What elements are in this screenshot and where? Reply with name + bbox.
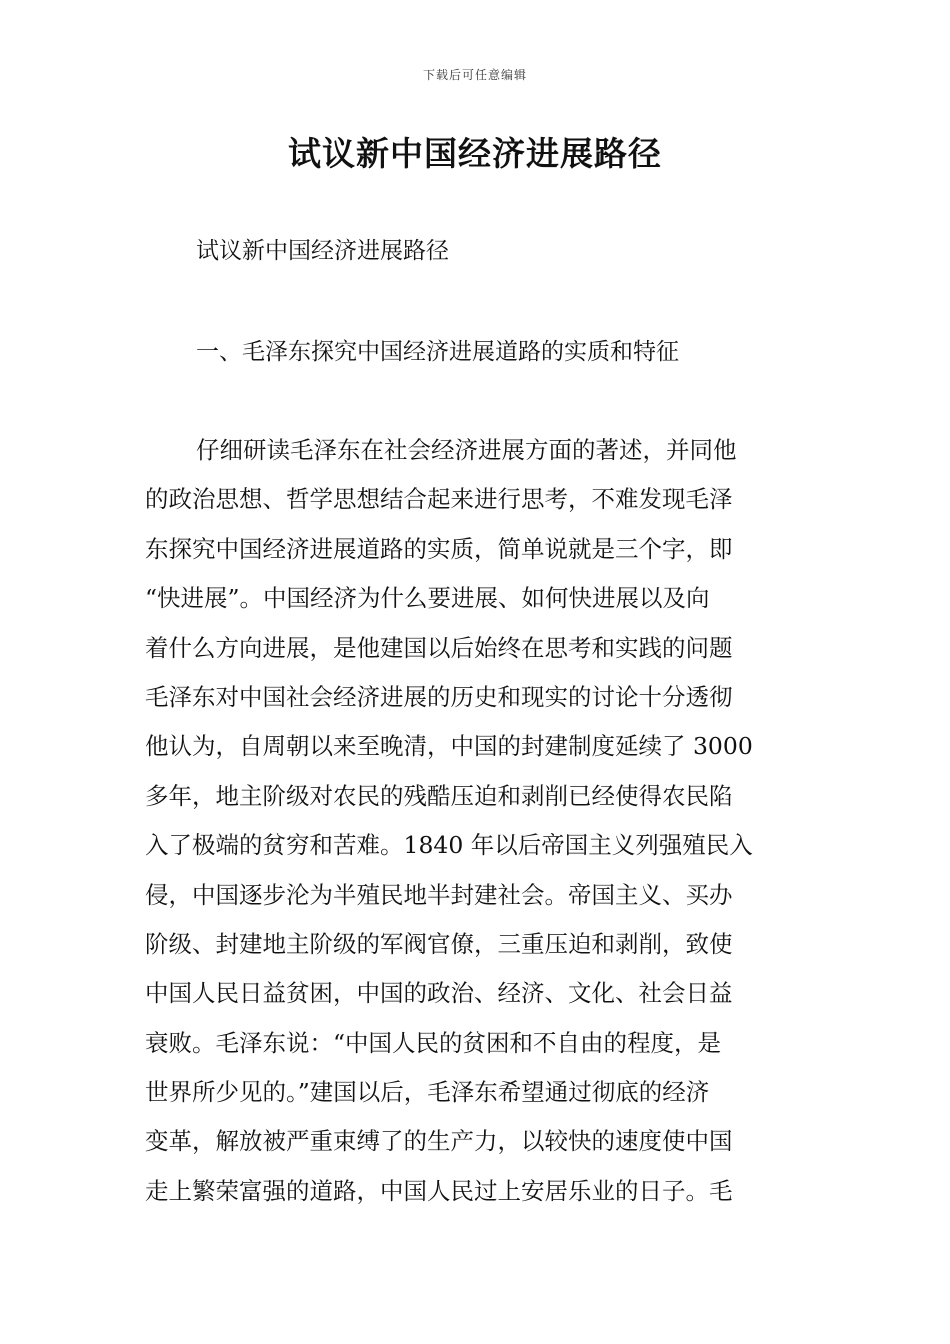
paragraph-line: 多年，地主阶级对农民的残酷压迫和剥削已经使得农民陷	[145, 781, 733, 810]
paragraph-line: 衰败。毛泽东说：“中国人民的贫困和不自由的程度，是	[145, 1028, 722, 1057]
paragraph-line: 侵，中国逐步沦为半殖民地半封建社会。帝国主义、买办	[145, 880, 733, 909]
paragraph-line: 着什么方向进展，是他建国以后始终在思考和实践的问题	[145, 633, 733, 662]
document-subtitle: 试议新中国经济进展路径	[196, 238, 449, 264]
paragraph-line: 他认为，自周朝以来至晚清，中国的封建制度延续了 3000	[145, 732, 753, 761]
paragraph-line: 走上繁荣富强的道路，中国人民过上安居乐业的日子。毛	[145, 1176, 733, 1205]
paragraph-line: 东探究中国经济进展道路的实质，简单说就是三个字，即	[145, 534, 733, 563]
paragraph-line: 入了极端的贫穷和苦难。1840 年以后帝国主义列强殖民入	[145, 831, 753, 860]
paragraph-line: 中国人民日益贫困，中国的政治、经济、文化、社会日益	[145, 979, 733, 1008]
paragraph-line: 变革，解放被严重束缚了的生产力，以较快的速度使中国	[145, 1127, 733, 1156]
body-paragraph	[145, 426, 845, 1216]
section-heading: 一、毛泽东探究中国经济进展道路的实质和特征	[196, 339, 679, 365]
document-title: 试议新中国经济进展路径	[288, 134, 662, 173]
paragraph-line: 毛泽东对中国社会经济进展的历史和现实的讨论十分透彻	[145, 682, 733, 711]
paragraph-line: 的政治思想、哲学思想结合起来进行思考，不难发现毛泽	[145, 485, 733, 514]
paragraph-line: 仔细研读毛泽东在社会经济进展方面的著述，并同他	[196, 436, 737, 464]
paragraph-line: “快进展”。中国经济为什么要进展、如何快进展以及向	[145, 584, 710, 613]
header-note: 下载后可任意编辑	[422, 68, 527, 82]
paragraph-line: 阶级、封建地主阶级的军阀官僚，三重压迫和剥削，致使	[145, 929, 733, 958]
paragraph-line: 世界所少见的。”建国以后，毛泽东希望通过彻底的经济	[145, 1078, 710, 1107]
